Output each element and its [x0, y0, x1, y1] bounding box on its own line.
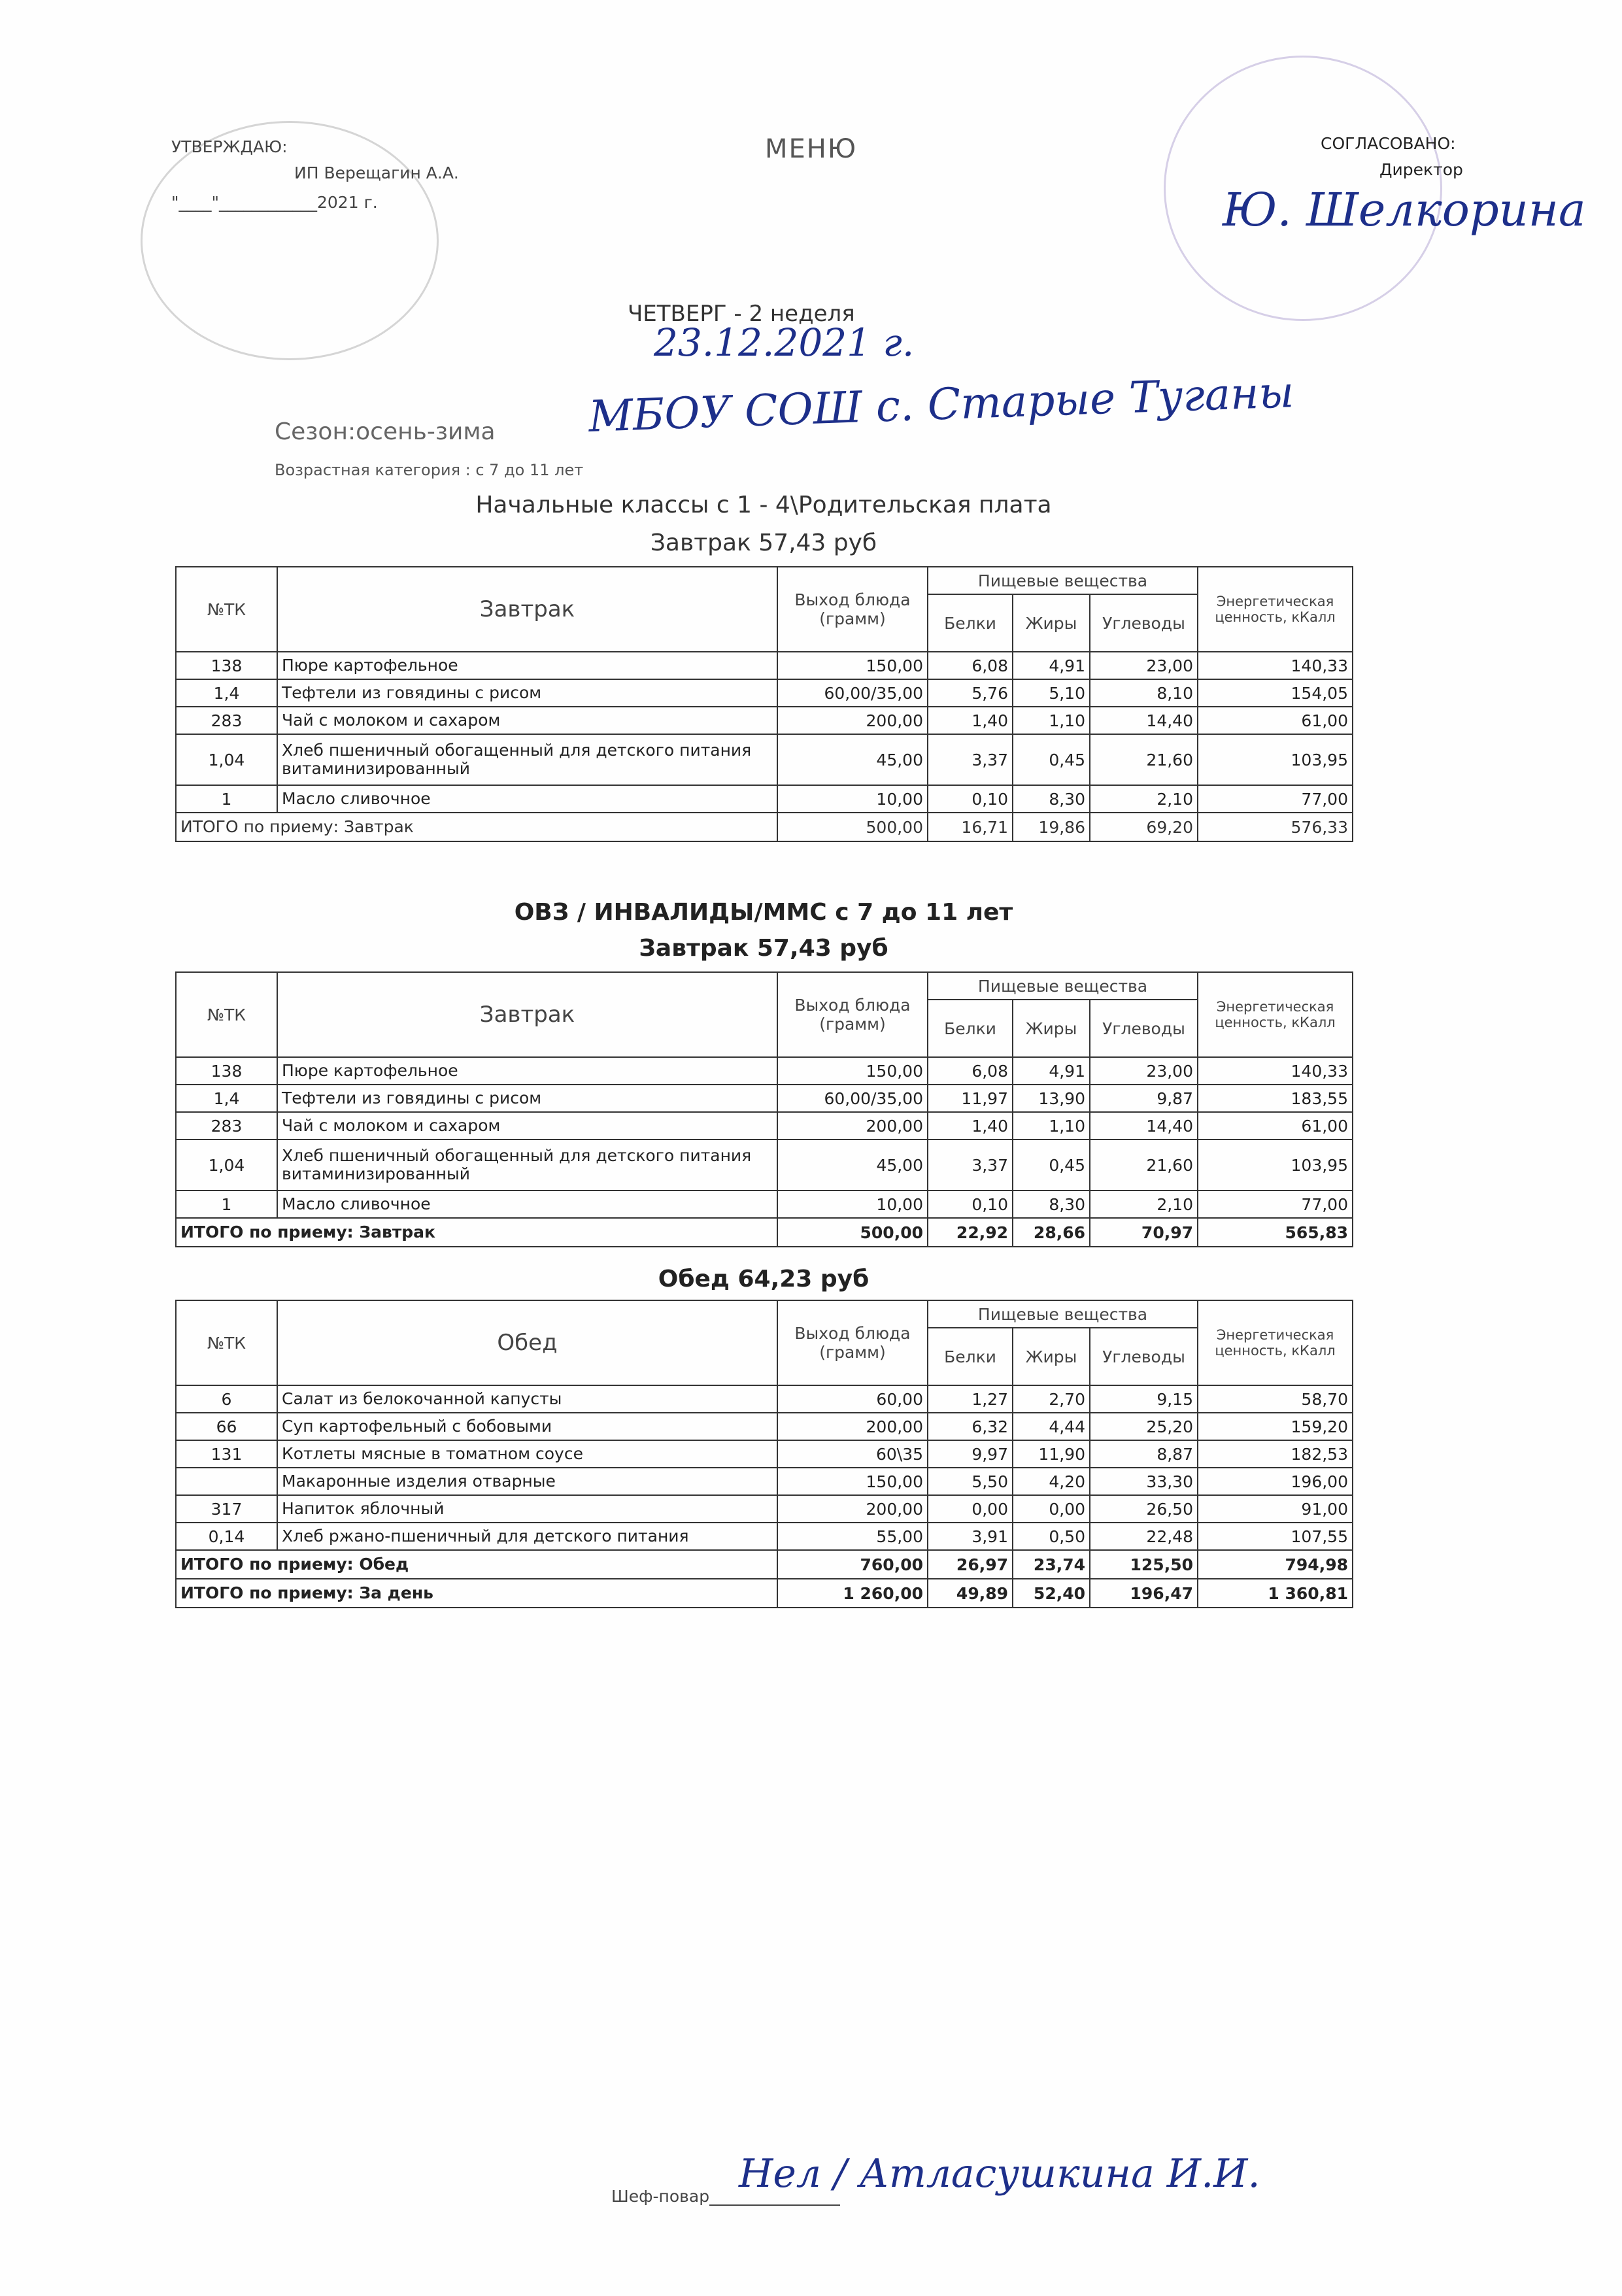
- col-fat: Жиры: [1013, 594, 1090, 652]
- row-energy: 183,55: [1198, 1085, 1353, 1112]
- col-protein: Белки: [928, 1000, 1013, 1057]
- row-name: Котлеты мясные в томатном соусе: [277, 1440, 777, 1468]
- row-yield: 45,00: [777, 1140, 928, 1190]
- row-num: 6: [176, 1385, 277, 1413]
- table-row: [176, 1413, 1353, 1440]
- section3-meal-title: Обед 64,23 руб: [658, 1266, 870, 1292]
- col-protein: Белки: [928, 594, 1013, 652]
- row-name: Масло сливочное: [277, 785, 777, 813]
- row-energy: 140,33: [1198, 1057, 1353, 1085]
- chef-label: Шеф-повар: [611, 2187, 710, 2206]
- row-num: 131: [176, 1440, 277, 1468]
- row-energy: 140,33: [1198, 652, 1353, 679]
- row-energy: 58,70: [1198, 1385, 1353, 1413]
- row-carbs: 21,60: [1090, 734, 1198, 785]
- row-fat: 0,45: [1013, 734, 1090, 785]
- row-yield: 55,00: [777, 1523, 928, 1550]
- agreed-signature: Ю. Шелкорина: [1223, 183, 1586, 237]
- row-energy: 77,00: [1198, 785, 1353, 813]
- table-row: [176, 1085, 1353, 1112]
- total-label: ИТОГО по приему: Завтрак: [176, 1218, 777, 1247]
- total-yield: 760,00: [777, 1550, 928, 1579]
- total-row: [176, 1550, 1353, 1579]
- row-fat: 13,90: [1013, 1085, 1090, 1112]
- row-carbs: 25,20: [1090, 1413, 1198, 1440]
- row-name: Масло сливочное: [277, 1190, 777, 1218]
- total-fat: 23,74: [1013, 1550, 1090, 1579]
- col-num: №ТК: [176, 567, 277, 652]
- table-row: [176, 1190, 1353, 1218]
- total-carbs: 70,97: [1090, 1218, 1198, 1247]
- row-carbs: 2,10: [1090, 785, 1198, 813]
- row-protein: 5,50: [928, 1468, 1013, 1495]
- row-protein: 1,40: [928, 707, 1013, 734]
- total-protein: 22,92: [928, 1218, 1013, 1247]
- row-yield: 200,00: [777, 1413, 928, 1440]
- row-name: Хлеб пшеничный обогащенный для детского питания витаминизированный: [277, 1140, 777, 1190]
- row-num: 138: [176, 1057, 277, 1085]
- day-total-label: ИТОГО по приему: За день: [176, 1579, 777, 1608]
- row-yield: 150,00: [777, 652, 928, 679]
- row-fat: 0,45: [1013, 1140, 1090, 1190]
- total-carbs: 69,20: [1090, 813, 1198, 841]
- section1-meal-title: Завтрак 57,43 руб: [650, 530, 877, 556]
- row-fat: 2,70: [1013, 1385, 1090, 1413]
- row-protein: 5,76: [928, 679, 1013, 707]
- row-protein: 0,00: [928, 1495, 1013, 1523]
- row-num: 138: [176, 652, 277, 679]
- row-name: Пюре картофельное: [277, 652, 777, 679]
- total-energy: 565,83: [1198, 1218, 1353, 1247]
- table-row: [176, 1440, 1353, 1468]
- row-carbs: 2,10: [1090, 1190, 1198, 1218]
- row-name: Хлеб пшеничный обогащенный для детского питания витаминизированный: [277, 734, 777, 785]
- col-energy: Энергетическая ценность, кКалл: [1198, 1300, 1353, 1385]
- row-num: 1,04: [176, 1140, 277, 1190]
- row-energy: 196,00: [1198, 1468, 1353, 1495]
- row-yield: 45,00: [777, 734, 928, 785]
- row-carbs: 9,87: [1090, 1085, 1198, 1112]
- col-name: Обед: [277, 1300, 777, 1385]
- row-energy: 103,95: [1198, 734, 1353, 785]
- total-row: [176, 1218, 1353, 1247]
- row-yield: 200,00: [777, 1495, 928, 1523]
- table-row: [176, 1140, 1353, 1190]
- row-fat: 4,91: [1013, 652, 1090, 679]
- col-fat: Жиры: [1013, 1328, 1090, 1385]
- row-yield: 200,00: [777, 707, 928, 734]
- total-carbs: 125,50: [1090, 1550, 1198, 1579]
- approve-label: УТВЕРЖДАЮ:: [171, 137, 288, 156]
- row-num: 1,04: [176, 734, 277, 785]
- total-yield: 500,00: [777, 813, 928, 841]
- row-num: 0,14: [176, 1523, 277, 1550]
- col-yield: Выход блюда (грамм): [777, 1300, 928, 1385]
- row-fat: 4,91: [1013, 1057, 1090, 1085]
- age-category: Возрастная категория : с 7 до 11 лет: [275, 461, 584, 479]
- row-name: Чай с молоком и сахаром: [277, 707, 777, 734]
- section2-title: ОВЗ / ИНВАЛИДЫ/ММС с 7 до 11 лет: [514, 899, 1013, 926]
- school-handwritten: МБОУ СОШ с. Старые Туганы: [587, 367, 1295, 442]
- row-name: Тефтели из говядины с рисом: [277, 679, 777, 707]
- total-protein: 16,71: [928, 813, 1013, 841]
- row-yield: 60,00: [777, 1385, 928, 1413]
- row-name: Салат из белокочанной капусты: [277, 1385, 777, 1413]
- row-name: Напиток яблочный: [277, 1495, 777, 1523]
- row-fat: 1,10: [1013, 1112, 1090, 1140]
- total-yield: 500,00: [777, 1218, 928, 1247]
- row-protein: 1,27: [928, 1385, 1013, 1413]
- col-nutrients: Пищевые вещества: [928, 1300, 1198, 1328]
- total-label: ИТОГО по приему: Обед: [176, 1550, 777, 1579]
- row-protein: 6,32: [928, 1413, 1013, 1440]
- row-num: 283: [176, 1112, 277, 1140]
- table-row: [176, 707, 1353, 734]
- total-fat: 19,86: [1013, 813, 1090, 841]
- day-total-row: [176, 1579, 1353, 1608]
- agreed-role: Директор: [1379, 160, 1463, 179]
- col-nutrients: Пищевые вещества: [928, 567, 1198, 594]
- chef-signature-line: [709, 2204, 840, 2206]
- total-protein: 26,97: [928, 1550, 1013, 1579]
- row-num: [176, 1468, 277, 1495]
- row-carbs: 23,00: [1090, 1057, 1198, 1085]
- row-fat: 8,30: [1013, 1190, 1090, 1218]
- col-energy: Энергетическая ценность, кКалл: [1198, 567, 1353, 652]
- col-protein: Белки: [928, 1328, 1013, 1385]
- day-total-energy: 1 360,81: [1198, 1579, 1353, 1608]
- table-row: [176, 1468, 1353, 1495]
- table-row: [176, 1057, 1353, 1085]
- row-energy: 159,20: [1198, 1413, 1353, 1440]
- total-label: ИТОГО по приему: Завтрак: [176, 813, 777, 841]
- row-carbs: 21,60: [1090, 1140, 1198, 1190]
- day-total-protein: 49,89: [928, 1579, 1013, 1608]
- table-row: [176, 1523, 1353, 1550]
- agreed-label: СОГЛАСОВАНО:: [1321, 134, 1456, 153]
- row-yield: 150,00: [777, 1057, 928, 1085]
- col-num: №ТК: [176, 1300, 277, 1385]
- col-name: Завтрак: [277, 567, 777, 652]
- day-total-carbs: 196,47: [1090, 1579, 1198, 1608]
- row-carbs: 23,00: [1090, 652, 1198, 679]
- total-energy: 576,33: [1198, 813, 1353, 841]
- chef-signature: Нел / Атласушкина И.И.: [739, 2151, 1260, 2197]
- row-energy: 154,05: [1198, 679, 1353, 707]
- row-fat: 4,44: [1013, 1413, 1090, 1440]
- row-yield: 10,00: [777, 1190, 928, 1218]
- total-fat: 28,66: [1013, 1218, 1090, 1247]
- col-energy: Энергетическая ценность, кКалл: [1198, 972, 1353, 1057]
- row-num: 1,4: [176, 679, 277, 707]
- row-carbs: 26,50: [1090, 1495, 1198, 1523]
- row-carbs: 14,40: [1090, 707, 1198, 734]
- row-num: 66: [176, 1413, 277, 1440]
- approval-stamp: [141, 121, 439, 360]
- row-fat: 8,30: [1013, 785, 1090, 813]
- row-energy: 91,00: [1198, 1495, 1353, 1523]
- table-row: [176, 1495, 1353, 1523]
- row-protein: 3,37: [928, 1140, 1013, 1190]
- row-yield: 150,00: [777, 1468, 928, 1495]
- table-row: [176, 1385, 1353, 1413]
- row-protein: 0,10: [928, 785, 1013, 813]
- row-yield: 60,00/35,00: [777, 679, 928, 707]
- row-energy: 61,00: [1198, 1112, 1353, 1140]
- row-protein: 11,97: [928, 1085, 1013, 1112]
- menu-title: МЕНЮ: [765, 134, 858, 164]
- row-energy: 107,55: [1198, 1523, 1353, 1550]
- row-name: Макаронные изделия отварные: [277, 1468, 777, 1495]
- row-carbs: 14,40: [1090, 1112, 1198, 1140]
- row-energy: 103,95: [1198, 1140, 1353, 1190]
- row-carbs: 33,30: [1090, 1468, 1198, 1495]
- table-row: [176, 679, 1353, 707]
- row-protein: 3,37: [928, 734, 1013, 785]
- row-fat: 0,50: [1013, 1523, 1090, 1550]
- approve-name: ИП Верещагин А.А.: [294, 163, 459, 182]
- row-num: 283: [176, 707, 277, 734]
- row-fat: 1,10: [1013, 707, 1090, 734]
- section3-table: [175, 1300, 1353, 1608]
- row-protein: 9,97: [928, 1440, 1013, 1468]
- row-protein: 0,10: [928, 1190, 1013, 1218]
- table-row: [176, 652, 1353, 679]
- row-yield: 200,00: [777, 1112, 928, 1140]
- col-yield: Выход блюда (грамм): [777, 567, 928, 652]
- total-row: [176, 813, 1353, 841]
- row-num: 1: [176, 1190, 277, 1218]
- row-protein: 3,91: [928, 1523, 1013, 1550]
- section2-table: [175, 971, 1353, 1247]
- row-carbs: 9,15: [1090, 1385, 1198, 1413]
- row-protein: 6,08: [928, 1057, 1013, 1085]
- row-yield: 60,00/35,00: [777, 1085, 928, 1112]
- row-name: Суп картофельный с бобовыми: [277, 1413, 777, 1440]
- col-carbs: Углеводы: [1090, 1328, 1198, 1385]
- col-carbs: Углеводы: [1090, 1000, 1198, 1057]
- col-num: №ТК: [176, 972, 277, 1057]
- col-name: Завтрак: [277, 972, 777, 1057]
- row-num: 1,4: [176, 1085, 277, 1112]
- row-num: 1: [176, 785, 277, 813]
- row-carbs: 22,48: [1090, 1523, 1198, 1550]
- row-fat: 11,90: [1013, 1440, 1090, 1468]
- section1-title: Начальные классы с 1 - 4\Родительская плата: [475, 492, 1052, 518]
- row-energy: 61,00: [1198, 707, 1353, 734]
- row-carbs: 8,10: [1090, 679, 1198, 707]
- row-protein: 6,08: [928, 652, 1013, 679]
- section2-meal-title: Завтрак 57,43 руб: [639, 935, 888, 962]
- day-total-fat: 52,40: [1013, 1579, 1090, 1608]
- row-yield: 60\35: [777, 1440, 928, 1468]
- table-row: [176, 785, 1353, 813]
- row-name: Тефтели из говядины с рисом: [277, 1085, 777, 1112]
- col-fat: Жиры: [1013, 1000, 1090, 1057]
- row-yield: 10,00: [777, 785, 928, 813]
- row-name: Пюре картофельное: [277, 1057, 777, 1085]
- row-energy: 77,00: [1198, 1190, 1353, 1218]
- day-total-yield: 1 260,00: [777, 1579, 928, 1608]
- table-row: [176, 734, 1353, 785]
- section1-table: [175, 566, 1353, 842]
- row-name: Чай с молоком и сахаром: [277, 1112, 777, 1140]
- row-protein: 1,40: [928, 1112, 1013, 1140]
- day-title: ЧЕТВЕРГ - 2 неделя: [628, 301, 855, 327]
- col-yield: Выход блюда (грамм): [777, 972, 928, 1057]
- row-name: Хлеб ржано-пшеничный для детского питания: [277, 1523, 777, 1550]
- col-nutrients: Пищевые вещества: [928, 972, 1198, 1000]
- col-carbs: Углеводы: [1090, 594, 1198, 652]
- total-energy: 794,98: [1198, 1550, 1353, 1579]
- row-fat: 4,20: [1013, 1468, 1090, 1495]
- date-handwritten: 23.12.2021 г.: [654, 320, 915, 365]
- row-energy: 182,53: [1198, 1440, 1353, 1468]
- row-carbs: 8,87: [1090, 1440, 1198, 1468]
- season: Сезон:осень-зима: [275, 418, 496, 445]
- approve-date: "____"____________2021 г.: [171, 193, 378, 212]
- row-num: 317: [176, 1495, 277, 1523]
- row-fat: 0,00: [1013, 1495, 1090, 1523]
- table-row: [176, 1112, 1353, 1140]
- row-fat: 5,10: [1013, 679, 1090, 707]
